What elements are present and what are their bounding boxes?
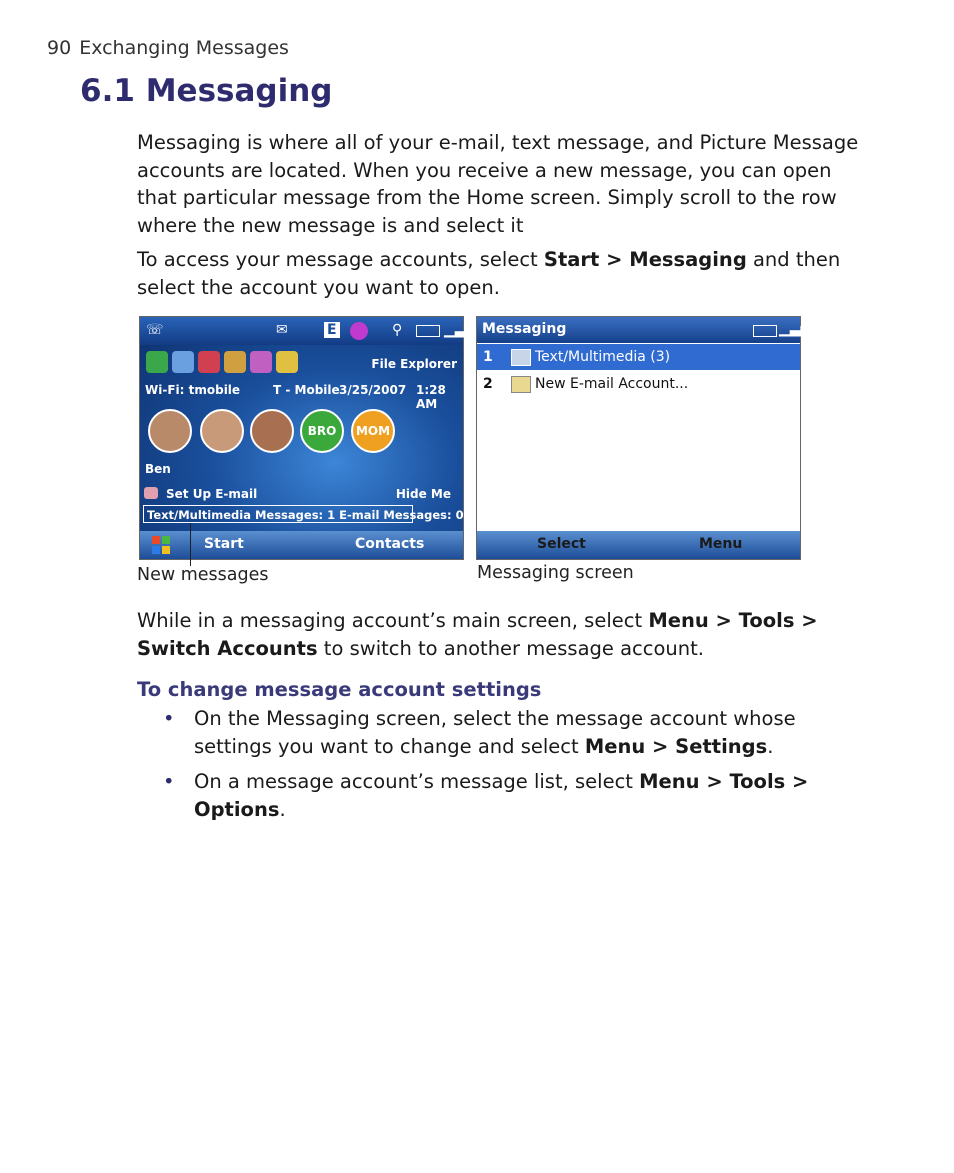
- avatar[interactable]: [148, 409, 192, 453]
- new-messages-row[interactable]: Text/Multimedia Messages: 1 E-mail Messages: 0: [143, 505, 413, 523]
- item-label: Text/Multimedia (3): [535, 349, 671, 365]
- switch-command: Menu > Tools > Switch Accounts: [137, 609, 818, 660]
- signal-icon: ▁▃▅: [779, 321, 812, 337]
- item-label: New E-mail Account...: [535, 376, 689, 392]
- bullet-text-end: .: [279, 797, 286, 821]
- messaging-title: Messaging: [482, 321, 567, 337]
- bullet-text: On a message account’s message list, select: [194, 770, 640, 793]
- messaging-soft-key-bar: [477, 531, 800, 559]
- messaging-title-bar: [477, 317, 812, 343]
- procedure-list: [137, 705, 867, 831]
- mail-icon: [144, 487, 158, 499]
- envelope-icon: ✉: [276, 322, 288, 338]
- select-softkey[interactable]: Select: [537, 536, 586, 552]
- sms-icon: [511, 349, 531, 366]
- avatar[interactable]: [250, 409, 294, 453]
- bullet-command: Menu > Tools > Options: [194, 770, 809, 821]
- e-icon: E: [324, 322, 340, 338]
- new-email-icon: [511, 376, 531, 393]
- procedure-heading: To change message account settings: [137, 678, 542, 701]
- camera-icon[interactable]: [224, 351, 246, 373]
- battery-icon: [753, 325, 777, 337]
- access-command: Start > Messaging: [543, 248, 747, 271]
- page-title: 6.1 Messaging: [80, 73, 333, 109]
- section-name: Exchanging Messages: [79, 37, 289, 59]
- date-text: 3/25/2007: [339, 383, 407, 397]
- list-item: [137, 768, 867, 823]
- page-number: 90: [47, 37, 72, 59]
- caption-messaging-screen: Messaging screen: [477, 563, 634, 583]
- caption-new-messages: New messages: [137, 565, 269, 585]
- item-number: 2: [483, 376, 493, 392]
- wifi-status: Wi-Fi: tmobile: [145, 383, 241, 397]
- list-item[interactable]: [477, 344, 800, 370]
- bullet-command: Menu > Settings: [584, 734, 768, 758]
- calendar-icon[interactable]: [172, 351, 194, 373]
- file-explorer-label: File Explorer: [371, 357, 457, 371]
- list-item: [137, 705, 867, 760]
- home-info-row: [140, 383, 463, 411]
- access-paragraph: [137, 246, 867, 301]
- bullet-text-end: .: [767, 734, 774, 758]
- im-icon: [350, 322, 368, 340]
- favorite-bro[interactable]: BRO: [300, 409, 344, 453]
- avatar[interactable]: [200, 409, 244, 453]
- list-item[interactable]: [477, 371, 800, 397]
- page-header: [47, 37, 289, 59]
- switch-text-before: While in a messaging account’s main screen, select: [137, 609, 649, 632]
- home-screen-screenshot: [139, 316, 477, 560]
- access-text-after: and then select the account you want to open.: [137, 248, 841, 299]
- phone-icon: ☏: [146, 322, 164, 338]
- start-softkey[interactable]: Start: [204, 536, 244, 552]
- switch-text-after: to switch to another message account.: [317, 636, 704, 660]
- bullet-dot: •: [163, 770, 175, 793]
- favorite-contacts: [140, 409, 463, 457]
- access-text-before: To access your message accounts, select: [137, 248, 544, 271]
- switch-paragraph: [137, 607, 867, 662]
- contacts-softkey[interactable]: Contacts: [355, 536, 425, 552]
- battery-icon: [416, 325, 440, 337]
- music-icon[interactable]: [146, 351, 168, 373]
- people-icon[interactable]: [198, 351, 220, 373]
- bullet-dot: •: [163, 707, 175, 730]
- wifi-icon: ⚲: [392, 322, 403, 338]
- time-text: 1:28 AM: [416, 383, 446, 411]
- home-status-bar: [140, 317, 477, 345]
- carrier-name: T - Mobile: [273, 383, 340, 397]
- media-icon[interactable]: [250, 351, 272, 373]
- setup-email-row[interactable]: [140, 487, 463, 503]
- callout-line: [190, 523, 191, 566]
- windows-logo-icon[interactable]: [152, 536, 170, 554]
- file-explorer-icon[interactable]: [276, 351, 298, 373]
- hide-me-label[interactable]: Hide Me: [395, 487, 451, 501]
- menu-softkey[interactable]: Menu: [699, 536, 743, 552]
- home-soft-key-bar: [140, 531, 463, 559]
- favorite-mom[interactable]: MOM: [351, 409, 395, 453]
- signal-icon: ▁▃▅: [444, 322, 477, 338]
- intro-paragraph: Messaging is where all of your e-mail, text message, and Picture Message accounts are located. When you receive a new message, you can open that particular message from the Home screen. Simply scroll to the row where the new message is and select it: [137, 131, 859, 237]
- setup-email-label: Set Up E-mail: [166, 487, 258, 501]
- bullet-text: On the Messaging screen, select the message account whose settings you want to change and select: [194, 707, 796, 758]
- item-number: 1: [483, 349, 493, 365]
- messaging-screen-screenshot: [476, 316, 812, 560]
- contact-name: Ben: [145, 462, 171, 476]
